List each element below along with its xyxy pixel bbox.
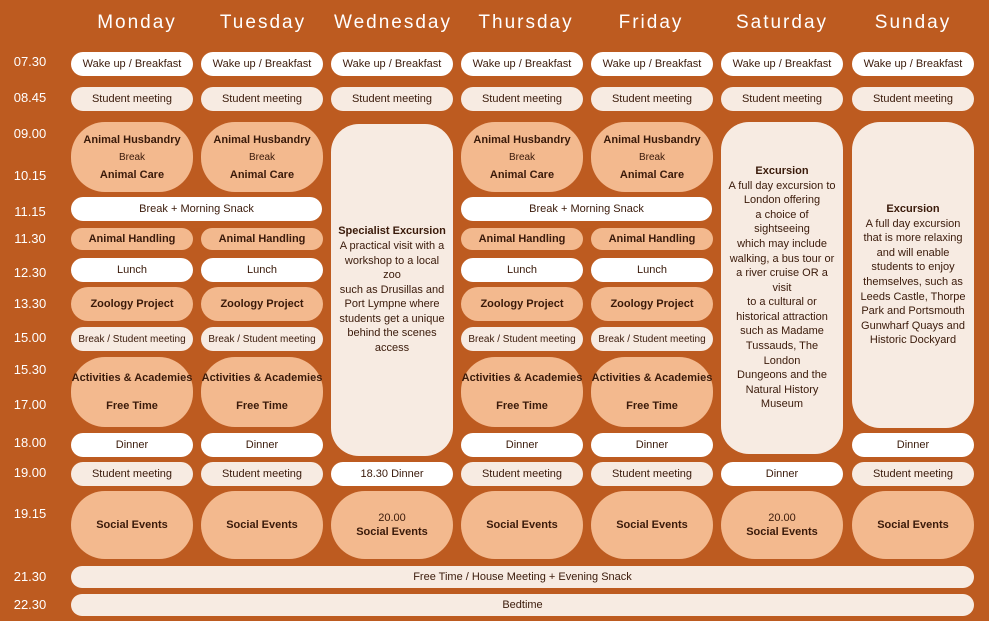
social-events-label: Social Events: [96, 519, 168, 531]
day-header: Monday: [97, 12, 177, 33]
excursion-line: historical attraction: [736, 310, 828, 323]
break-student-label: Break / Student meeting: [208, 333, 316, 345]
activities-cell: [201, 357, 323, 427]
social-events-label: Social Events: [356, 526, 428, 538]
animal-care-label: Animal Care: [619, 168, 685, 181]
social-events-cell: [591, 491, 713, 559]
break-snack-label: Break + Morning Snack: [139, 203, 254, 215]
zoology-label: Zoology Project: [610, 298, 694, 310]
bedtime-bar: [71, 594, 974, 616]
lunch-label: Lunch: [637, 264, 667, 276]
lunch-cell: [591, 258, 713, 282]
time-label: 08.45: [13, 90, 47, 105]
time-label: 17.00: [13, 397, 47, 412]
student-meeting-cell: [852, 462, 974, 486]
excursion-line: Gunwharf Quays and: [861, 319, 965, 332]
wake-up-cell: [71, 52, 193, 76]
wake-up-cell: [591, 52, 713, 76]
lunch-label: Lunch: [507, 264, 537, 276]
free-time-label: Free Time: [106, 400, 158, 412]
social-events-cell: [331, 491, 453, 559]
time-2000-label: 20.00: [378, 512, 406, 524]
husbandry-label: Animal Husbandry: [603, 133, 701, 146]
dinner-label: Dinner: [635, 439, 669, 451]
break-student-cell: [591, 327, 713, 351]
student-meeting-label: Student meeting: [481, 93, 563, 105]
excursion-line: Park and Portsmouth: [861, 305, 965, 318]
animal-care-label: Animal Care: [489, 168, 555, 181]
wake-up-label: Wake up / Breakfast: [472, 58, 572, 70]
excursion-line: Tussauds, The London: [745, 340, 819, 367]
excursion-line: London offering: [743, 194, 821, 207]
student-meeting-label: Student meeting: [872, 93, 954, 105]
break-snack-cell: [71, 197, 322, 221]
time-label: 07.30: [13, 54, 47, 69]
excursion-line: A full day excursion: [865, 217, 961, 230]
excursion-line: such as Drusillas and: [339, 283, 445, 296]
husbandry-cell: [201, 122, 323, 192]
wake-up-label: Wake up / Breakfast: [602, 58, 702, 70]
student-meeting-label: Student meeting: [872, 468, 954, 480]
wake-up-cell: [721, 52, 843, 76]
dinner-label: Dinner: [896, 439, 930, 451]
break-student-cell: [461, 327, 583, 351]
break-student-label: Break / Student meeting: [468, 333, 576, 345]
activities-label: Activities & Academies: [71, 372, 193, 384]
time-label: 13.30: [13, 296, 47, 311]
wake-up-cell: [201, 52, 323, 76]
dinner-label: Dinner: [245, 439, 279, 451]
student-meeting-cell: [591, 87, 713, 111]
day-header: Thursday: [478, 12, 574, 33]
zoology-cell: [201, 287, 323, 321]
student-meeting-label: Student meeting: [611, 93, 693, 105]
student-meeting-cell: [71, 87, 193, 111]
time-label: 11.15: [14, 204, 46, 219]
wake-up-cell: [331, 52, 453, 76]
zoology-label: Zoology Project: [220, 298, 304, 310]
excursion-line: Dungeons and the: [737, 369, 827, 382]
dinner-1830-label: 18.30 Dinner: [360, 468, 424, 480]
day-header: Friday: [618, 12, 684, 33]
excursion-line: Historic Dockyard: [869, 334, 957, 347]
wednesday-excursion-cell: [331, 124, 453, 456]
student-meeting-label: Student meeting: [611, 468, 693, 480]
student-meeting-label: Student meeting: [221, 93, 303, 105]
break-snack-label: Break + Morning Snack: [529, 203, 644, 215]
break-student-cell: [201, 327, 323, 351]
excursion-line: Port Lympne where: [344, 298, 440, 311]
social-events-cell: [461, 491, 583, 559]
excursion-line: Museum: [760, 398, 804, 411]
excursion-line: which may include: [737, 237, 827, 250]
time-label: 22.30: [13, 597, 47, 612]
wake-up-label: Wake up / Breakfast: [342, 58, 442, 70]
dinner-cell: [461, 433, 583, 457]
excursion-line: a river cruise OR a visit: [736, 267, 828, 294]
break-snack-cell: [461, 197, 712, 221]
excursion-line: students to enjoy: [871, 261, 955, 274]
break-student-label: Break / Student meeting: [78, 333, 186, 345]
excursion-line: and will enable: [876, 246, 950, 259]
time-label: 18.00: [13, 435, 47, 450]
excursion-line: such as Madame: [740, 325, 824, 338]
dinner-cell: [201, 433, 323, 457]
husbandry-cell: [71, 122, 193, 192]
day-header: Tuesday: [219, 12, 307, 33]
activities-cell: [461, 357, 583, 427]
day-header: Sunday: [874, 12, 952, 33]
time-2000-label: 20.00: [768, 512, 796, 524]
student-meeting-label: Student meeting: [221, 468, 303, 480]
husbandry-label: Animal Husbandry: [83, 133, 181, 146]
excursion-line: workshop to a local zoo: [344, 254, 440, 282]
free-time-label: Free Time: [236, 400, 288, 412]
break-label: Break: [248, 151, 276, 163]
social-events-label: Social Events: [616, 519, 688, 531]
husbandry-cell: [591, 122, 713, 192]
animal-care-label: Animal Care: [99, 168, 165, 181]
free-time-label: Free Time: [496, 400, 548, 412]
excursion-title: Excursion: [755, 164, 809, 177]
lunch-cell: [201, 258, 323, 282]
time-label: 19.15: [13, 506, 47, 521]
zoology-cell: [71, 287, 193, 321]
excursion-line: access: [374, 342, 410, 355]
activities-cell: [71, 357, 193, 427]
wake-up-label: Wake up / Breakfast: [82, 58, 182, 70]
animal-handling-cell: [591, 228, 713, 250]
wake-up-cell: [461, 52, 583, 76]
bedtime-label: Bedtime: [502, 599, 543, 611]
dinner-cell: [71, 433, 193, 457]
student-meeting-cell: [721, 87, 843, 111]
student-meeting-label: Student meeting: [351, 93, 433, 105]
excursion-line: to a cultural or: [747, 296, 817, 309]
break-label: Break: [638, 151, 666, 163]
student-meeting-cell: [331, 87, 453, 111]
wake-up-label: Wake up / Breakfast: [863, 58, 963, 70]
activities-label: Activities & Academies: [591, 372, 713, 384]
dinner-label: Dinner: [505, 439, 539, 451]
animal-handling-label: Animal Handling: [608, 233, 696, 245]
student-meeting-cell: [201, 87, 323, 111]
student-meeting-cell: [591, 462, 713, 486]
excursion-line: themselves, such as: [863, 276, 963, 288]
break-label: Break: [118, 151, 146, 163]
social-events-cell: [721, 491, 843, 559]
student-meeting-label: Student meeting: [481, 468, 563, 480]
animal-handling-cell: [71, 228, 193, 250]
husbandry-cell: [461, 122, 583, 192]
animal-handling-cell: [201, 228, 323, 250]
lunch-cell: [461, 258, 583, 282]
excursion-line: walking, a bus tour or: [729, 252, 835, 265]
time-label: 10.15: [13, 168, 47, 183]
excursion-title: Excursion: [886, 203, 940, 216]
husbandry-label: Animal Husbandry: [213, 133, 311, 146]
time-label: 11.30: [14, 231, 46, 246]
time-label: 15.00: [13, 330, 47, 345]
zoology-label: Zoology Project: [480, 298, 564, 310]
excursion-line: that is more relaxing: [863, 232, 963, 245]
day-header: Wednesday: [334, 12, 452, 33]
dinner-cell: [331, 462, 453, 486]
time-label: 12.30: [13, 265, 47, 280]
saturday-excursion-cell: [721, 122, 843, 454]
animal-handling-label: Animal Handling: [88, 233, 176, 245]
excursion-line: a choice of sightseeing: [754, 208, 810, 236]
excursion-line: A practical visit with a: [339, 239, 445, 252]
social-events-cell: [71, 491, 193, 559]
student-meeting-label: Student meeting: [91, 93, 173, 105]
wake-up-cell: [852, 52, 974, 76]
wake-up-label: Wake up / Breakfast: [212, 58, 312, 70]
activities-cell: [591, 357, 713, 427]
sunday-excursion-cell: [852, 122, 974, 428]
social-events-label: Social Events: [746, 526, 818, 538]
dinner-cell: [721, 462, 843, 486]
excursion-line: students get a unique: [339, 312, 445, 325]
dinner-cell: [852, 433, 974, 457]
social-events-label: Social Events: [226, 519, 298, 531]
animal-handling-label: Animal Handling: [218, 233, 306, 245]
social-events-label: Social Events: [486, 519, 558, 531]
dinner-cell: [591, 433, 713, 457]
student-meeting-cell: [461, 87, 583, 111]
time-label: 21.30: [13, 569, 47, 584]
student-meeting-label: Student meeting: [741, 93, 823, 105]
zoology-cell: [461, 287, 583, 321]
activities-label: Activities & Academies: [201, 372, 323, 384]
free-time-label: Free Time: [626, 400, 678, 412]
lunch-cell: [71, 258, 193, 282]
excursion-line: behind the scenes: [347, 327, 437, 340]
time-label: 15.30: [13, 362, 47, 377]
break-student-label: Break / Student meeting: [598, 333, 706, 345]
break-student-cell: [71, 327, 193, 351]
evening-bar: [71, 566, 974, 588]
time-label: 09.00: [13, 126, 47, 141]
time-label: 19.00: [13, 465, 47, 480]
excursion-title: Specialist Excursion: [338, 225, 446, 238]
dinner-label: Dinner: [765, 468, 799, 480]
student-meeting-cell: [71, 462, 193, 486]
excursion-line: Leeds Castle, Thorpe: [860, 290, 966, 303]
social-events-cell: [852, 491, 974, 559]
break-label: Break: [508, 151, 536, 163]
lunch-label: Lunch: [117, 264, 147, 276]
social-events-label: Social Events: [877, 519, 949, 531]
zoology-cell: [591, 287, 713, 321]
evening-bar-label: Free Time / House Meeting + Evening Snack: [413, 571, 632, 583]
student-meeting-label: Student meeting: [91, 468, 173, 480]
excursion-line: A full day excursion to: [728, 179, 836, 192]
student-meeting-cell: [201, 462, 323, 486]
wake-up-label: Wake up / Breakfast: [732, 58, 832, 70]
student-meeting-cell: [461, 462, 583, 486]
dinner-label: Dinner: [115, 439, 149, 451]
lunch-label: Lunch: [247, 264, 277, 276]
social-events-cell: [201, 491, 323, 559]
animal-handling-cell: [461, 228, 583, 250]
student-meeting-cell: [852, 87, 974, 111]
zoology-label: Zoology Project: [90, 298, 174, 310]
animal-care-label: Animal Care: [229, 168, 295, 181]
day-header: Saturday: [735, 12, 829, 33]
husbandry-label: Animal Husbandry: [473, 133, 571, 146]
excursion-line: Natural History: [745, 383, 819, 396]
animal-handling-label: Animal Handling: [478, 233, 566, 245]
activities-label: Activities & Academies: [461, 372, 583, 384]
